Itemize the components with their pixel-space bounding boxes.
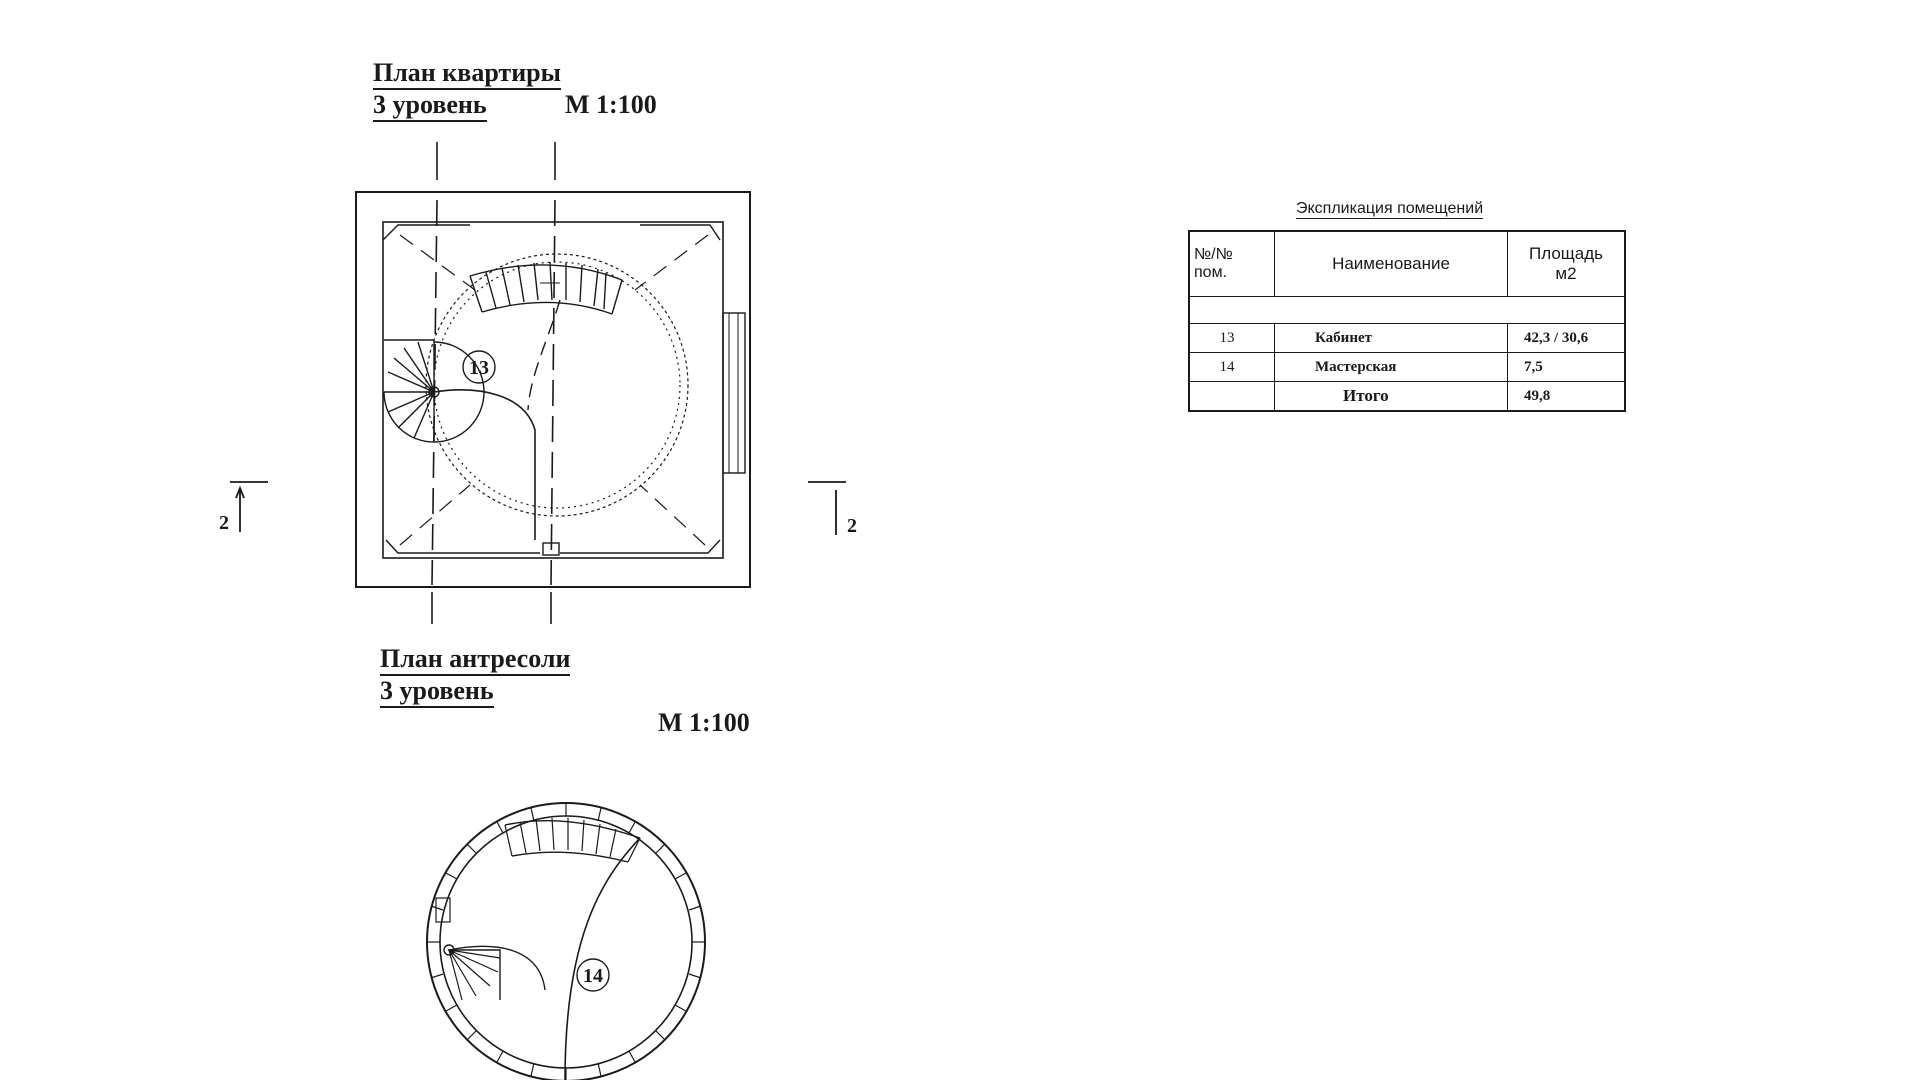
plan1-scale: М 1:100: [565, 90, 657, 119]
table-row: [1189, 353, 1625, 382]
row-area: 42,3 / 30,6: [1508, 324, 1626, 353]
row-number: 13: [1189, 324, 1275, 353]
plan1-circular-gallery: [426, 254, 688, 516]
plan2-scale: М 1:100: [658, 708, 750, 737]
plan2-title: План антресоли: [380, 646, 570, 672]
total-label: Итого: [1275, 382, 1508, 412]
plan2-room-tag: 14: [583, 965, 603, 987]
total-area: 49,8: [1508, 382, 1626, 412]
plan1-room-tag: 13: [469, 357, 489, 379]
plan1-curved-stair: [470, 262, 622, 314]
plan1-title: План квартиры: [373, 60, 561, 86]
plan1-spiral-stair: [384, 340, 535, 540]
explication-caption: Экспликация помещений: [1296, 200, 1484, 217]
row-area: 7,5: [1508, 353, 1626, 382]
section-mark-left: [230, 482, 268, 532]
plan2-mezzanine: [427, 803, 705, 1080]
table-row: [1189, 324, 1625, 353]
table-spacer-row: [1189, 297, 1625, 324]
header-number: №/№ пом.: [1189, 231, 1275, 297]
section-mark-left-label: 2: [219, 512, 229, 534]
row-name: Кабинет: [1275, 324, 1508, 353]
plan1-axes: [432, 142, 555, 624]
row-name: Мастерская: [1275, 353, 1508, 382]
plan2-level: 3 уровень: [380, 678, 494, 704]
row-number: 14: [1189, 353, 1275, 382]
header-area: Площадь м2: [1508, 231, 1626, 297]
section-mark-right: [808, 482, 846, 535]
header-name: Наименование: [1275, 231, 1508, 297]
plan1-level: 3 уровень: [373, 92, 487, 118]
table-total-row: [1189, 382, 1625, 412]
explication-table: [1188, 230, 1626, 412]
explication-header-row: [1189, 231, 1625, 297]
section-mark-right-label: 2: [847, 515, 857, 537]
